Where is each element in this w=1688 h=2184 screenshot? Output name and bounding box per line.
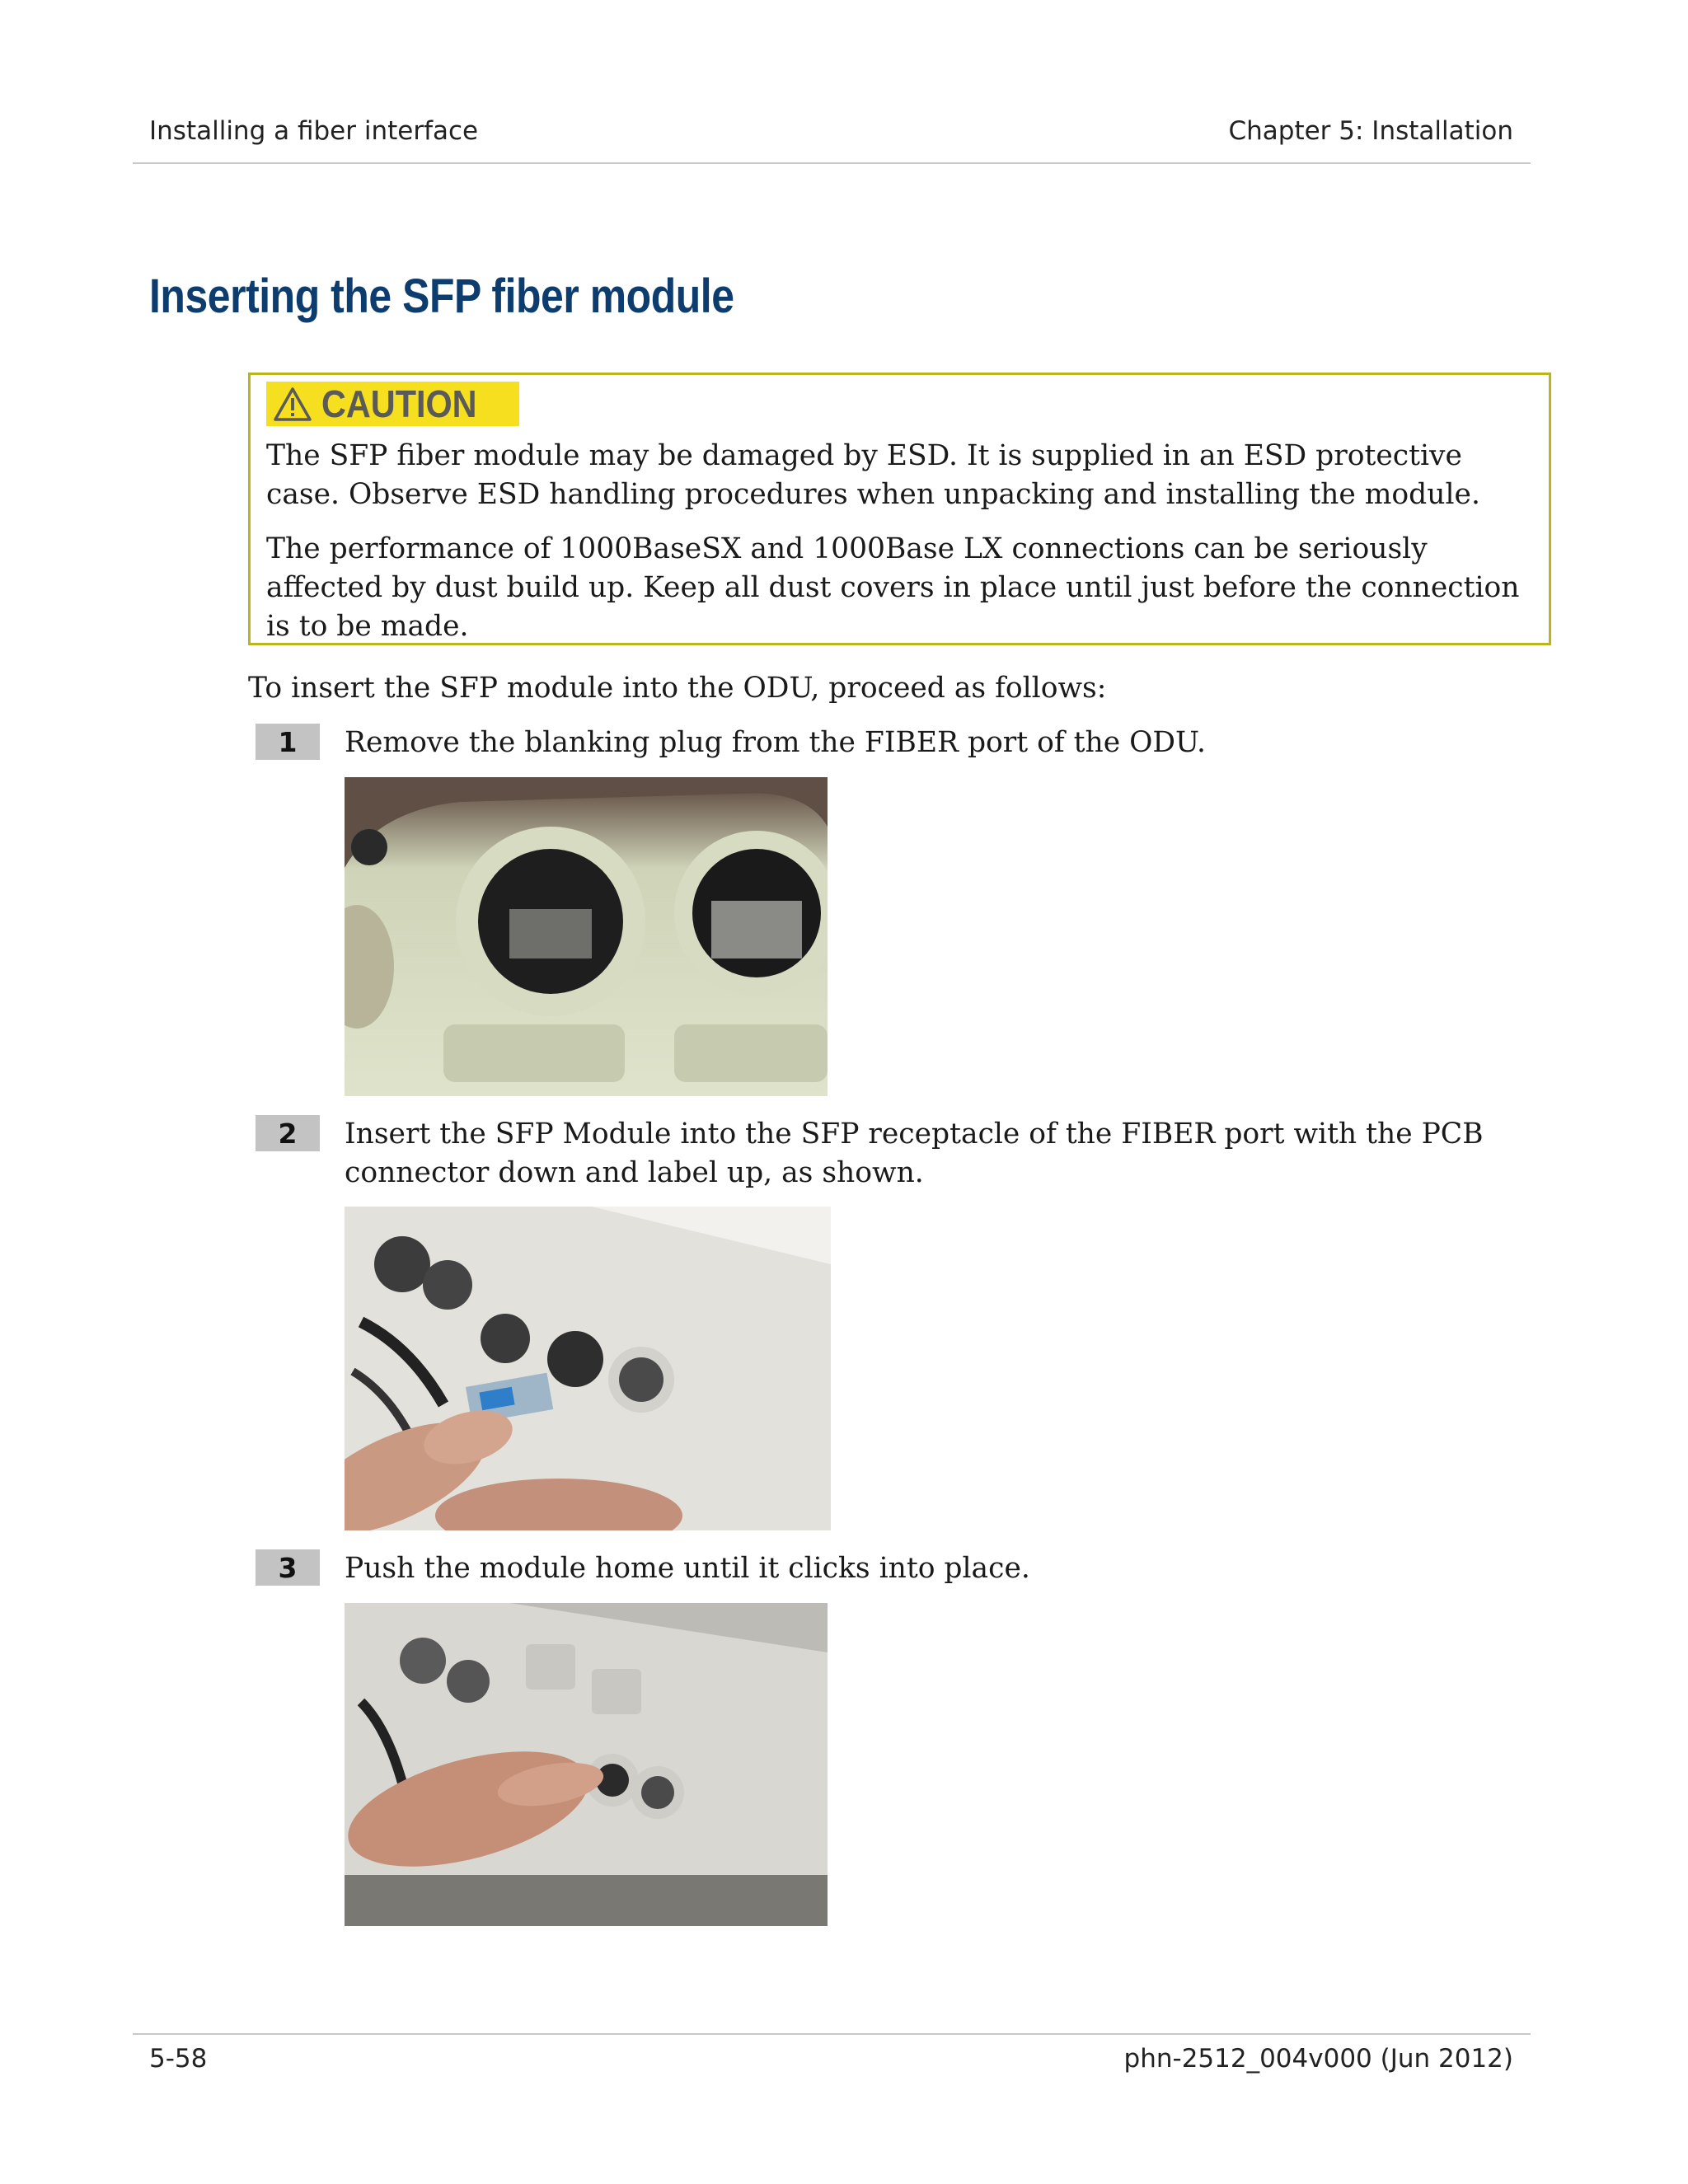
step-text-3: Push the module home until it clicks into place. bbox=[345, 1552, 1030, 1585]
section-title: Inserting the SFP fiber module bbox=[149, 269, 734, 323]
step-number-3: 3 bbox=[256, 1549, 320, 1586]
header-rule bbox=[133, 162, 1531, 164]
warning-triangle-icon bbox=[274, 387, 312, 421]
sfp-seated-photo bbox=[345, 1603, 828, 1926]
footer-rule bbox=[133, 2033, 1531, 2035]
running-header-right: Chapter 5: Installation bbox=[1228, 116, 1513, 146]
step-text-1: Remove the blanking plug from the FIBER port of the ODU. bbox=[345, 726, 1206, 759]
document-id: phn-2512_004v000 (Jun 2012) bbox=[1123, 2044, 1513, 2074]
step-number-2: 2 bbox=[256, 1115, 320, 1151]
caution-paragraph-2: The performance of 1000BaseSX and 1000Base LX connections can be seriously affected by dust build up. Keep all dust covers in place until just before the connection is to be made. bbox=[266, 532, 1520, 643]
caution-label: CAUTION bbox=[321, 382, 477, 425]
running-header-left: Installing a fiber interface bbox=[149, 116, 479, 146]
caution-box bbox=[248, 373, 1551, 645]
page-number: 5-58 bbox=[149, 2044, 208, 2074]
odu-fiber-port-photo bbox=[345, 777, 828, 1096]
step-number-1: 1 bbox=[256, 724, 320, 760]
caution-banner bbox=[266, 382, 519, 426]
caution-paragraph-1: The SFP fiber module may be damaged by ESD. It is supplied in an ESD protective case. Observe ESD handling procedures when unpacking and installing the module. bbox=[266, 439, 1480, 511]
intro-text: To insert the SFP module into the ODU, proceed as follows: bbox=[248, 672, 1107, 705]
step-text-2: Insert the SFP Module into the SFP receptacle of the FIBER port with the PCB connector down and label up, as shown. bbox=[345, 1118, 1484, 1189]
sfp-insert-photo bbox=[345, 1207, 831, 1530]
